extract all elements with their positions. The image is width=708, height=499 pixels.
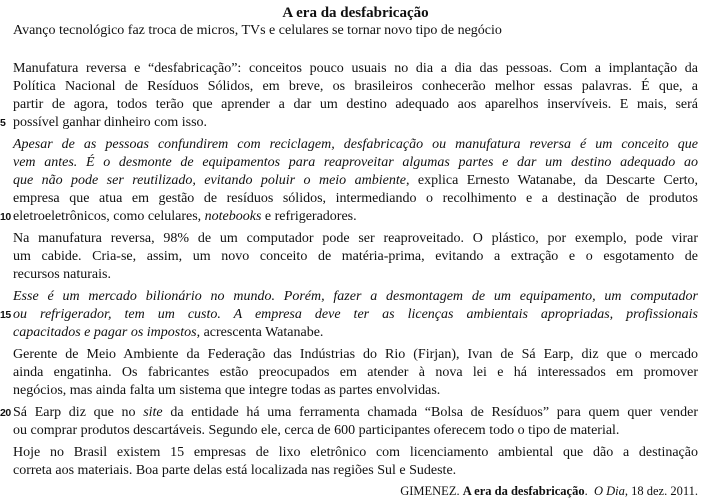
article-subtitle: Avanço tecnológico faz troca de micros, TVs e celulares se tornar novo tipo de negócio [13,23,502,38]
text-segment: GIMENEZ. [400,484,463,498]
text-line [0,114,698,132]
text-line [13,444,698,462]
text-segment: Na manufatura reversa, 98% de um computador pode ser reaproveitado. O plástico, por exemplo, pode virar [13,231,698,246]
paragraph [0,136,699,226]
italic-text: que não pode ser reutilizado, evitando poluir o meio ambiente [13,173,406,188]
text-line [13,78,698,96]
line-number: 20 [0,407,11,419]
text-segment: Hoje no Brasil existem 15 empresas de lixo eletrônico com licenciamento ambiental que dão a destinação [13,445,698,460]
text-line [13,230,698,248]
text-line [0,306,698,324]
line-number: 10 [0,211,11,223]
text-segment: um cabide. Cria-se, assim, um novo conceito de matéria-prima, evitando a extração e o esgotamento de [13,249,698,264]
text-segment: Manufatura reversa e “desfabricação”: conceitos pouco usuais no dia a dia das pessoas. Com a implantação da [13,61,698,76]
paragraph [0,60,698,132]
italic-text: Esse é um mercado bilionário no mundo. Porém, fazer a desmontagem de um equipamento, um computador [13,289,698,304]
text-segment: e refrigeradores. [261,209,357,224]
italic-text: Apesar de as pessoas confundirem com reciclagem, desfabricação ou manufatura reversa é um conceito que [13,137,698,152]
article-body [0,60,699,480]
italic-text: O Dia [593,484,625,498]
text-line [13,266,698,284]
line-number: 5 [0,117,6,129]
text-segment: negócios, mas ainda falta um sistema que integre todas as partes envolvidas. [13,383,441,398]
text-line [13,248,698,266]
text-segment: eletroeletrônicos, como celulares, [13,209,205,224]
italic-text: notebooks [204,209,262,224]
text-line [13,190,698,208]
text-segment: recursos naturais. [13,267,111,282]
text-line [0,404,698,422]
text-segment: Sá Earp diz que no [13,405,144,420]
text-line [13,154,698,172]
italic-text: site [143,405,163,420]
text-segment: , 18 dez. 2011. [624,484,698,498]
text-segment: empresa que atua em gestão de resíduos sólidos, intermediando o recolhimento e a destinação de produtos [13,191,698,206]
italic-text: ou refrigerador, tem um custo. A empresa deve ter as licenças ambientais apropriadas, profissionais [13,307,698,322]
text-line [13,364,698,382]
text-segment: , explica Ernesto Watanabe, da Descarte Certo, [405,173,699,188]
italic-text: vem antes. É o desmonte de equipamentos para reaproveitar algumas partes e dar um destino adequado ao [13,155,698,170]
paragraph [13,444,698,480]
text-segment: . [584,484,594,498]
italic-text: capacitados e pagar os impostos [13,325,197,340]
text-segment: Gerente de Meio Ambiente da Federação das Indústrias do Rio (Firjan), Ivan de Sá Earp, diz que o mercado [13,347,698,362]
text-line [13,288,698,306]
text-segment: possível ganhar dinheiro com isso. [13,115,208,130]
text-segment: , acrescenta Watanabe. [196,325,324,340]
text-line [13,462,698,480]
paragraph [0,288,698,342]
text-segment: Política Nacional de Resíduos Sólidos, em breve, os brasileiros conhecerão melhor essas palavras. É que, a [13,79,698,94]
article-title: A era da desfabricação [282,5,429,21]
bold-text: A era da desfabricação [462,484,585,498]
article-citation [13,484,698,499]
text-line [13,324,698,342]
paragraph [0,404,698,440]
text-line [13,60,698,78]
text-segment: ou comprar produtos descartáveis. Segundo ele, cerca de 600 participantes oferecem todo o tipo de material. [13,423,620,438]
text-segment: ainda engatinha. Os fabricantes estão preocupados em atender à nova lei e há interessados em promover [13,365,698,380]
text-segment: partir de agora, todos terão que aprender a dar um destino adequado aos aparelhos inservíveis. E mais, será [13,97,698,112]
text-segment: da entidade há uma ferramenta chamada “Bolsa de Resíduos” para quem quer vender [162,405,698,420]
text-segment: correta aos materiais. Boa parte delas está localizada nas regiões Sul e Sudeste. [13,463,457,478]
paragraph [13,230,698,284]
text-line [13,136,698,154]
text-line [13,96,698,114]
text-line [13,422,698,440]
text-line [0,208,698,226]
paragraph [13,346,698,400]
text-line [13,382,698,400]
line-number: 15 [0,309,11,321]
text-line [13,346,698,364]
text-line [13,172,698,190]
